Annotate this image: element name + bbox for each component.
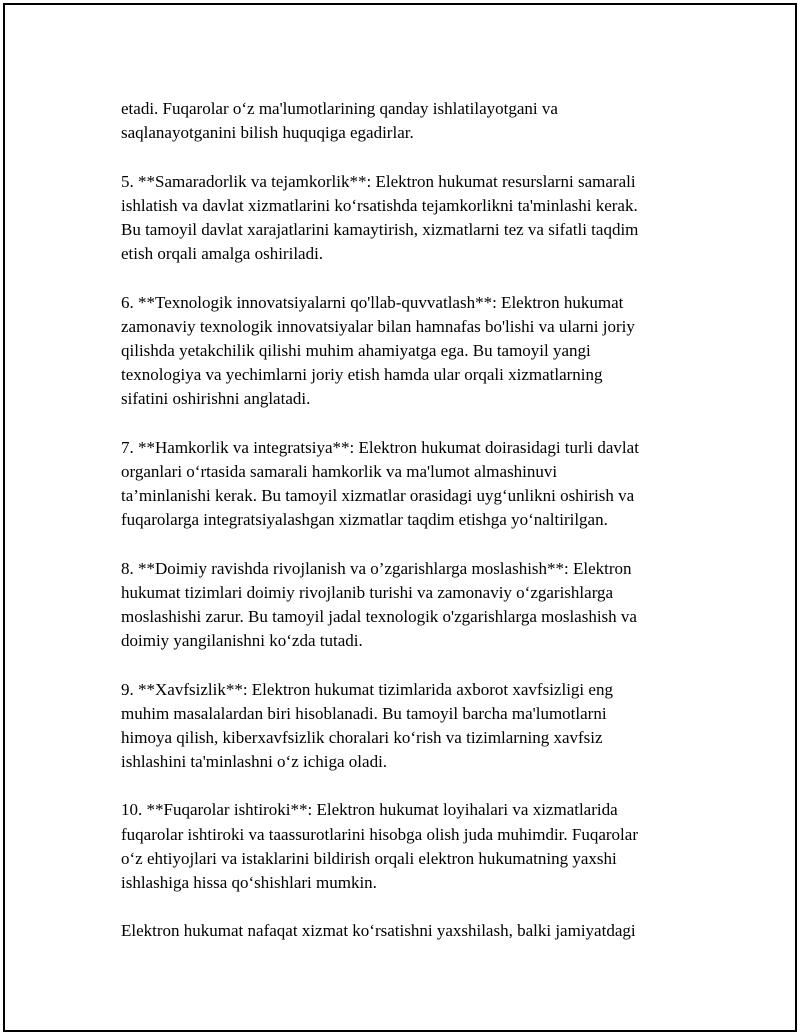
paragraph-intro-continuation — [121, 97, 701, 145]
text-line: texnologiya va yechimlarni joriy etish hamda ular orqali xizmatlarning — [121, 365, 603, 385]
text-line: qilishda yetakchilik qilishi muhim ahamiyatga ega. Bu tamoyil yangi — [121, 340, 591, 360]
text-line: moslashishi zarur. Bu tamoyil jadal texnologik o'zgarishlarga moslashish va — [121, 606, 637, 626]
text-line: 9. **Xavfsizlik**: Elektron hukumat tizimlarida axborot xavfsizligi eng — [121, 679, 613, 699]
text-line: sifatini oshirishni anglatadi. — [121, 389, 311, 409]
text-line: zamonaviy texnologik innovatsiyalar bilan hamnafas bo'lishi va ularni joriy — [121, 316, 635, 336]
text-line: o‘z ehtiyojlari va istaklarini bildirish orqali elektron hukumatning yaxshi — [121, 848, 617, 868]
text-line: 8. **Doimiy ravishda rivojlanish va o’zgarishlarga moslashish**: Elektron — [121, 558, 632, 578]
paragraph-item-10 — [121, 798, 701, 895]
paragraph-item-8 — [121, 557, 701, 654]
text-line: fuqarolarga integratsiyalashgan xizmatlar taqdim etishga yo‘naltirilgan. — [121, 510, 608, 530]
text-line: hukumat tizimlari doimiy rivojlanib turishi va zamonaviy o‘zgarishlarga — [121, 582, 614, 602]
text-line: Elektron hukumat nafaqat xizmat ko‘rsatishni yaxshilash, balki jamiyatdagi — [121, 921, 636, 941]
text-line: doimiy yangilanishni ko‘zda tutadi. — [121, 631, 363, 651]
text-line: fuqarolar ishtiroki va taassurotlarini hisobga olish juda muhimdir. Fuqarolar — [121, 824, 638, 844]
text-line: saqlanayotganini bilish huquqiga egadirlar. — [121, 123, 414, 143]
text-line: etish orqali amalga oshiriladi. — [121, 244, 324, 264]
text-line: ishlatish va davlat xizmatlarini ko‘rsatishda tejamkorlikni ta'minlashi kerak. — [121, 195, 638, 215]
text-line: 6. **Texnologik innovatsiyalarni qo'llab-quvvatlash**: Elektron hukumat — [121, 292, 624, 312]
text-line: etadi. Fuqarolar o‘z ma'lumotlarining qanday ishlatilayotgani va — [121, 99, 558, 118]
text-line: himoya qilish, kiberxavfsizlik choralari ko‘rish va tizimlarning xavfsiz — [121, 727, 603, 747]
text-line: ishlashini ta'minlashni o‘z ichiga oladi. — [121, 752, 388, 772]
text-line: muhim masalalardan biri hisoblanadi. Bu tamoyil barcha ma'lumotlarni — [121, 703, 607, 723]
paragraph-item-7 — [121, 436, 701, 533]
text-line: 5. **Samaradorlik va tejamkorlik**: Elektron hukumat resurslarni samarali — [121, 171, 636, 191]
text-line: Bu tamoyil davlat xarajatlarini kamaytirish, xizmatlarni tez va sifatli taqdim — [121, 219, 639, 239]
text-line: 7. **Hamkorlik va integratsiya**: Elektron hukumat doirasidagi turli davlat — [121, 437, 639, 457]
paragraph-item-9 — [121, 678, 701, 775]
paragraph-item-6 — [121, 291, 701, 412]
text-line: organlari o‘rtasida samarali hamkorlik va ma'lumot almashinuvi — [121, 461, 558, 481]
paragraph-conclusion — [121, 919, 701, 943]
document-body — [121, 97, 701, 944]
text-line: ta’minlanishi kerak. Bu tamoyil xizmatlar orasidagi uyg‘unlikni oshirish va — [121, 486, 635, 505]
text-line: ishlashiga hissa qo‘shishlari mumkin. — [121, 873, 377, 892]
text-line: 10. **Fuqarolar ishtiroki**: Elektron hukumat loyihalari va xizmatlarida — [121, 800, 618, 820]
page-frame — [3, 3, 797, 1032]
paragraph-item-5 — [121, 170, 701, 267]
